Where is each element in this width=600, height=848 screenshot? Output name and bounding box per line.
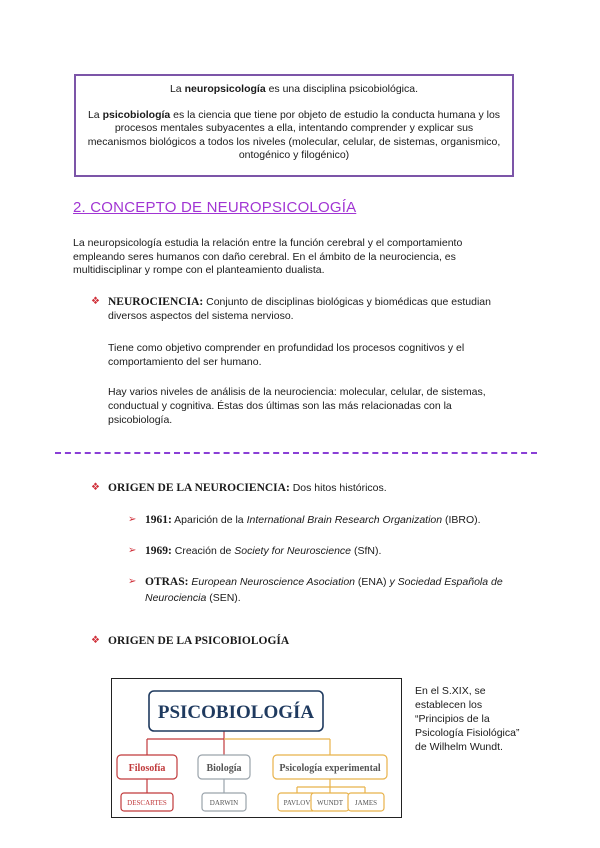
diamond-bullet-icon: ❖ — [91, 296, 100, 307]
definition-box — [74, 74, 514, 177]
diamond-bullet-icon: ❖ — [91, 635, 100, 646]
hito-1969: 1969: Creación de Society for Neuroscience (SfN). — [145, 545, 382, 557]
box-line-2: La psicobiología es la ciencia que tiene por objeto de estudio la conducta humana y los procesos mentales subyacentes a ella, intentando comprender y explicar sus mecanismos biológicos a todos los niveles (molecular, celular, de sistemas, organismico, ontogénico y filogénico) — [87, 109, 501, 161]
leaf-wundt: WUNDT — [316, 799, 344, 807]
section-heading: 2. CONCEPTO DE NEUROPSICOLOGÍA — [73, 199, 357, 216]
arrow-bullet-icon: ➢ — [128, 514, 137, 525]
leaf-darwin: DARWIN — [209, 799, 239, 807]
leaf-pavlov: PAVLOV — [283, 799, 311, 807]
psicobiologia-diagram — [111, 678, 402, 818]
branch-psicologia-experimental: Psicología experimental — [279, 763, 381, 774]
arrow-bullet-icon: ➢ — [128, 576, 137, 587]
dashed-divider — [55, 452, 537, 454]
leaf-descartes: DESCARTES — [127, 799, 167, 807]
diagram-caption: En el S.XIX, se establecen los “Principios de la Psicología Fisiológica” de Wilhelm Wundt. — [415, 685, 520, 753]
hito-otras: OTRAS: European Neuroscience Asociation (ENA) y Sociedad Española de Neurociencia (SEN). — [145, 576, 503, 604]
diagram-title: PSICOBIOLOGÍA — [157, 702, 315, 723]
leaf-james: JAMES — [354, 799, 378, 807]
neurociencia-definition: NEUROCIENCIA: Conjunto de disciplinas biológicas y biomédicas que estudian diversos aspectos del sistema nervioso. — [108, 296, 491, 322]
branch-filosofia: Filosofía — [128, 763, 166, 774]
diagram-svg — [112, 679, 401, 817]
neurociencia-paragraph-2: Hay varios niveles de análisis de la neurociencia: molecular, celular, de sistemas, conductual y cognitiva. Éstas dos últimas son las más relacionadas con la psicobiología. — [108, 386, 486, 426]
branch-biologia: Biología — [206, 763, 242, 774]
origen-neurociencia: ORIGEN DE LA NEUROCIENCIA: Dos hitos históricos. — [108, 482, 387, 494]
neurociencia-paragraph-1: Tiene como objetivo comprender en profundidad los procesos cognitivos y el comportamiento del ser humano. — [108, 342, 465, 368]
origen-psicobiologia: ORIGEN DE LA PSICOBIOLOGÍA — [108, 635, 290, 647]
hito-1961: 1961: Aparición de la International Brain Research Organization (IBRO). — [145, 514, 481, 526]
box-line-1: La neuropsicología es una disciplina psicobiológica. — [169, 83, 419, 95]
intro-paragraph: La neuropsicología estudia la relación entre la función cerebral y el comportamiento empleando seres humanos con daño cerebral. En el ámbito de la neurociencia, es multidisciplinar y rompe con el planteamiento dualista. — [73, 237, 463, 277]
diamond-bullet-icon: ❖ — [91, 482, 100, 493]
arrow-bullet-icon: ➢ — [128, 545, 137, 556]
